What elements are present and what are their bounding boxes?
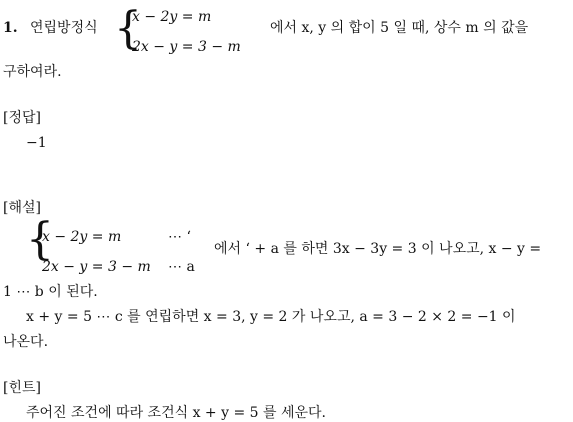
solution-line-4: 나온다.	[3, 334, 49, 350]
problem-condition: 에서 x, y 의 합이 5 일 때, 상수 m 의 값을	[270, 20, 529, 36]
left-brace: {	[26, 214, 54, 265]
solution-equation-2-tag: ⋯ a	[168, 259, 195, 275]
problem-condition-end: 구하여라.	[3, 64, 62, 80]
solution-line-1: 에서 ‘ + a 를 하면 3x − 3y = 3 이 나오고, x − y =	[214, 241, 542, 257]
problem-equation-1: x − 2y = m	[132, 9, 212, 25]
hint-header: [힌트]	[3, 380, 41, 396]
solution-line-2: 1 ⋯ b 이 된다.	[3, 284, 98, 300]
problem-number: 1.	[3, 20, 18, 36]
answer-header: [정답]	[3, 110, 41, 126]
left-brace: {	[114, 3, 142, 54]
solution-equation-1-tag: ⋯ ‘	[168, 229, 191, 245]
solution-line-3: x + y = 5 ⋯ c 를 연립하면 x = 3, y = 2 가 나오고, a = 3 − 2 × 2 = −1 이	[26, 309, 516, 325]
problem-equation-2: 2x − y = 3 − m	[132, 39, 241, 55]
hint-text: 주어진 조건에 따라 조건식 x + y = 5 를 세운다.	[26, 405, 326, 421]
solution-equation-1: x − 2y = m	[42, 229, 122, 245]
answer-value: −1	[26, 135, 47, 151]
solution-equation-2: 2x − y = 3 − m	[42, 259, 151, 275]
solution-header: [해설]	[3, 200, 41, 216]
problem-lead: 연립방정식	[30, 20, 98, 36]
